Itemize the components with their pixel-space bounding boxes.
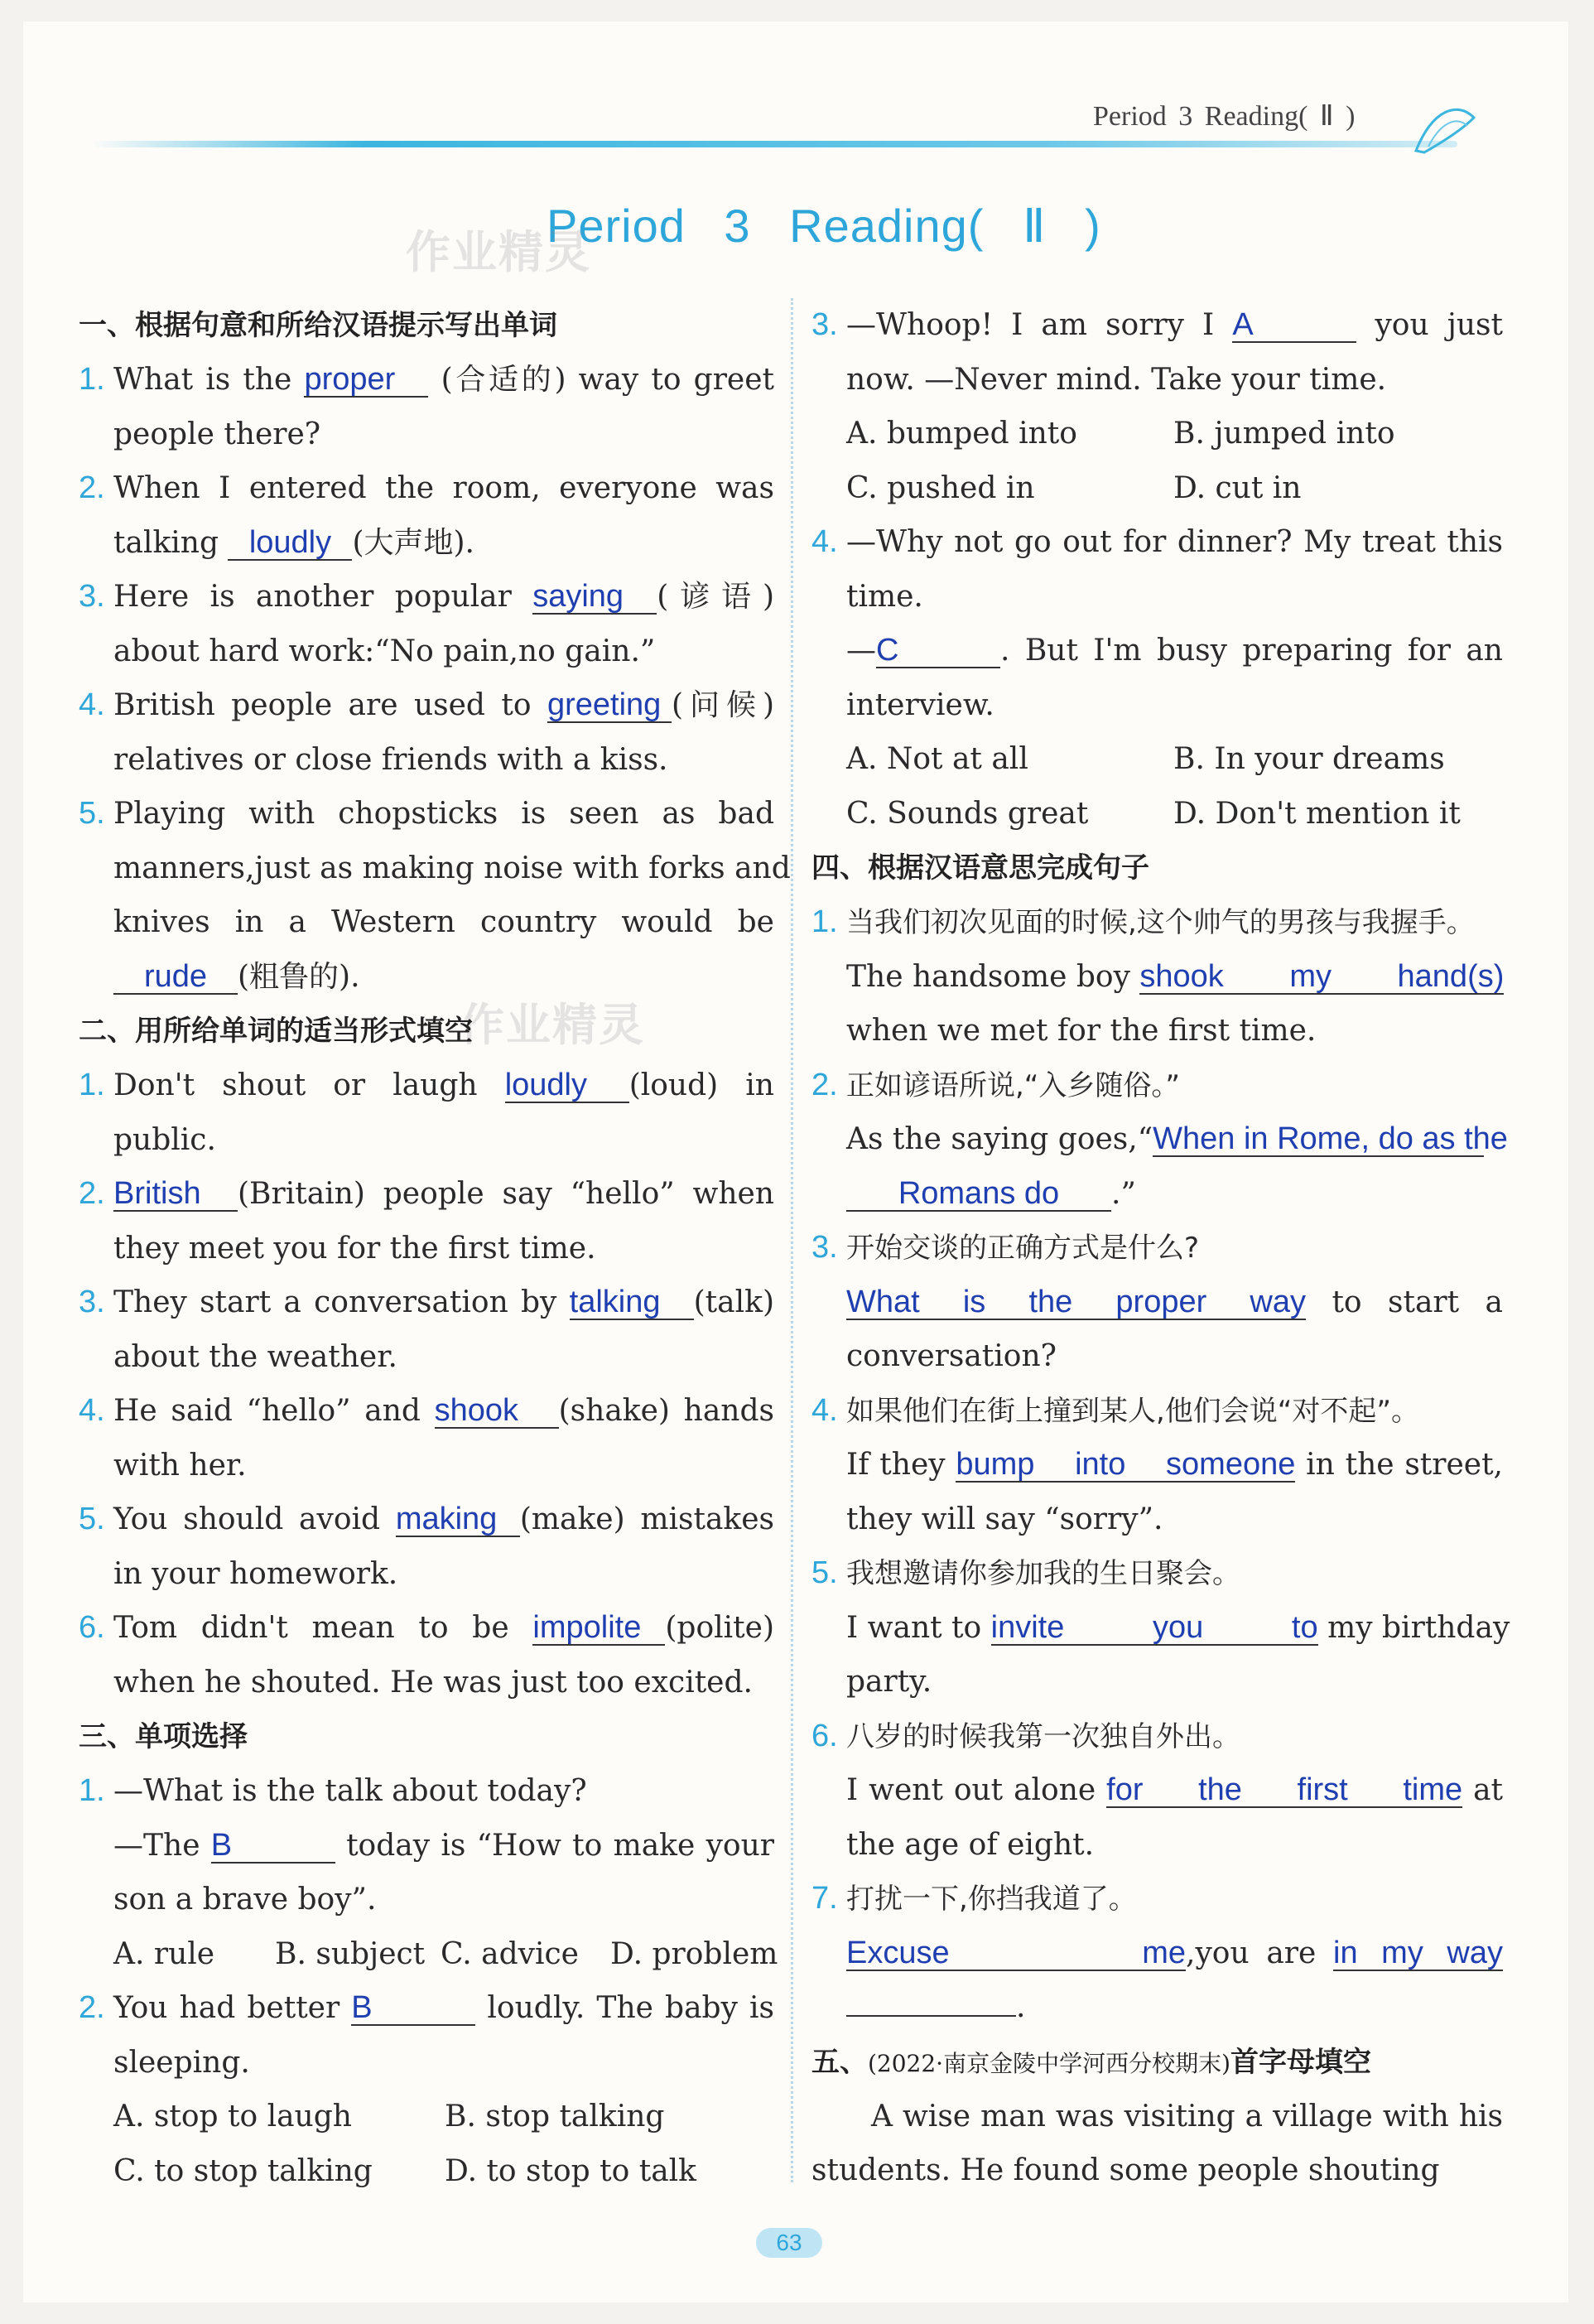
question-cont: public. bbox=[113, 1122, 216, 1157]
question-cont: son a brave boy”. bbox=[113, 1883, 377, 1917]
question-cont: —The B today is “How to make your bbox=[113, 1827, 774, 1863]
section-heading: 二、用所给单词的适当形式填空 bbox=[79, 1015, 473, 1048]
question: 5. You should avoid making (make) mistakes bbox=[79, 1502, 774, 1536]
option[interactable]: A. stop to laugh bbox=[113, 2100, 352, 2134]
question-cont: . bbox=[811, 1980, 1503, 2035]
answer-blank[interactable]: saying bbox=[532, 580, 657, 615]
option[interactable]: A. bumped into bbox=[846, 417, 1077, 451]
options-row bbox=[811, 407, 1503, 461]
left-column bbox=[79, 298, 791, 2198]
options-row bbox=[79, 1927, 778, 1982]
question: 3. —Whoop! I am sorry I A you just bbox=[811, 307, 1503, 342]
question: 6. 八岁的时候我第一次独自外出。 bbox=[811, 1718, 1240, 1753]
answer-blank[interactable]: for the first time bbox=[1106, 1772, 1463, 1807]
options-row bbox=[79, 2144, 774, 2199]
question-cont: manners,just as making noise with forks and bbox=[113, 851, 791, 885]
answer-blank[interactable]: proper bbox=[304, 363, 428, 398]
question-cont: The handsome boy shook my hand(s) bbox=[846, 958, 1505, 994]
question-cont: sleeping. bbox=[113, 2045, 250, 2080]
answer-blank[interactable]: rude bbox=[113, 960, 238, 995]
answer-blank[interactable]: shook bbox=[435, 1394, 559, 1429]
question: 3. Here is another popular saying (谚语) bbox=[79, 579, 774, 614]
option[interactable]: D. problem bbox=[610, 1936, 778, 1971]
question-cont: they will say “sorry”. bbox=[846, 1502, 1163, 1536]
reading-paragraph: A wise man was visiting a village with his students. He found some people shouting bbox=[811, 2099, 1503, 2187]
answer-blank[interactable]: Romans do bbox=[846, 1177, 1111, 1212]
answer-blank[interactable]: impolite bbox=[532, 1611, 665, 1646]
question: 4. He said “hello” and shook (shake) hands bbox=[79, 1393, 774, 1428]
option[interactable]: C. Sounds great bbox=[846, 796, 1089, 831]
option[interactable]: D. to stop to talk bbox=[445, 2153, 696, 2188]
question-cont: when he shouted. He was just too excited. bbox=[113, 1665, 753, 1700]
section-heading: 一、根据句意和所给汉语提示写出单词 bbox=[79, 309, 557, 342]
section-heading: 四、根据汉语意思完成句子 bbox=[811, 851, 1149, 885]
header-rule bbox=[91, 141, 1457, 147]
question-cont: people there? bbox=[113, 417, 321, 451]
page-number: 63 bbox=[756, 2228, 822, 2258]
option[interactable]: D. Don't mention it bbox=[1173, 796, 1461, 831]
right-column bbox=[811, 298, 1510, 2197]
question-cont: rude (粗鲁的). bbox=[79, 950, 774, 1005]
question-cont: when we met for the first time. bbox=[846, 1014, 1317, 1048]
answer-blank[interactable]: greeting bbox=[547, 688, 672, 723]
question-cont: What is the proper way to start a bbox=[846, 1284, 1503, 1319]
question: 2. 正如谚语所说,“入乡随俗。” bbox=[811, 1067, 1181, 1102]
question-cont: they meet you for the first time. bbox=[113, 1231, 596, 1266]
question-cont: party. bbox=[846, 1665, 932, 1699]
answer-blank[interactable]: C bbox=[876, 634, 1000, 668]
option[interactable]: B. stop talking bbox=[445, 2100, 665, 2134]
question: 5. Playing with chopsticks is seen as bad bbox=[79, 796, 774, 831]
question: 2. When I entered the room, everyone was bbox=[79, 470, 774, 505]
section-heading: 三、单项选择 bbox=[79, 1720, 248, 1753]
question-cont: interview. bbox=[846, 687, 994, 722]
question: 6. Tom didn't mean to be impolite (polite) bbox=[79, 1610, 774, 1645]
question-cont: relatives or close friends with a kiss. bbox=[113, 742, 668, 777]
option[interactable]: A. Not at all bbox=[846, 742, 1028, 776]
question-cont: the age of eight. bbox=[846, 1827, 1095, 1862]
question-cont: in your homework. bbox=[113, 1556, 398, 1591]
question: 7. 打扰一下,你挡我道了。 bbox=[811, 1881, 1137, 1916]
question-cont: about hard work:“No pain,no gain.” bbox=[113, 634, 656, 668]
question-cont: talking loudly (大声地). bbox=[113, 524, 475, 560]
answer-blank[interactable] bbox=[846, 2015, 1016, 2017]
question-cont: As the saying goes,“When in Rome, do as the bbox=[846, 1121, 1508, 1156]
question: 1. Don't shout or laugh loudly (loud) in bbox=[79, 1068, 774, 1102]
question-cont: conversation? bbox=[846, 1339, 1057, 1373]
answer-blank[interactable]: B bbox=[211, 1829, 335, 1864]
option[interactable]: C. advice bbox=[441, 1936, 579, 1971]
question: 5. 我想邀请你参加我的生日聚会。 bbox=[811, 1555, 1240, 1590]
question: 2. You had better B loudly. The baby is bbox=[79, 1990, 775, 2025]
question-cont: If they bump into someone in the street, bbox=[846, 1447, 1503, 1482]
options-row bbox=[811, 461, 1503, 516]
option[interactable]: C. pushed in bbox=[846, 470, 1035, 505]
question-cont: I want to invite you to my birthday bbox=[846, 1609, 1510, 1645]
watermark: 作业精灵 bbox=[460, 999, 645, 1051]
question: 1. 当我们初次见面的时候,这个帅气的男孩与我握手。 bbox=[811, 904, 1475, 939]
options-row bbox=[811, 732, 1503, 787]
question-cont: now. —Never mind. Take your time. bbox=[846, 362, 1387, 397]
answer-blank[interactable]: invite you to bbox=[990, 1609, 1318, 1645]
column-divider bbox=[791, 298, 793, 2182]
answer-blank[interactable]: making bbox=[396, 1502, 520, 1537]
answer-blank[interactable]: A bbox=[1232, 308, 1356, 343]
option[interactable]: C. to stop talking bbox=[113, 2153, 373, 2188]
swirl-icon bbox=[1408, 93, 1482, 159]
question: 4. —Why not go out for dinner? My treat this bbox=[811, 524, 1503, 559]
option[interactable]: B. jumped into bbox=[1173, 417, 1395, 451]
question-cont: knives in a Western country would be bbox=[113, 905, 774, 939]
question: 3. 开始交谈的正确方式是什么? bbox=[811, 1230, 1200, 1265]
option[interactable]: B. subject bbox=[275, 1936, 426, 1971]
question: 4. 如果他们在街上撞到某人,他们会说“对不起”。 bbox=[811, 1392, 1420, 1428]
question-cont: Romans do .” bbox=[811, 1167, 1503, 1222]
question: 4. British people are used to greeting (问候) bbox=[79, 687, 775, 722]
question: 1. What is the proper (合适的) way to greet bbox=[79, 362, 774, 397]
answer-blank[interactable]: bump into someone bbox=[956, 1447, 1296, 1482]
question-cont: about the weather. bbox=[113, 1339, 397, 1374]
page-title: Period 3 Reading( Ⅱ ) bbox=[547, 200, 1101, 252]
question-cont: —C . But I'm busy preparing for an bbox=[846, 633, 1503, 668]
answer-blank[interactable]: Excuse me bbox=[846, 1935, 1186, 1970]
question-cont: Excuse me,you are in my way bbox=[846, 1935, 1503, 1970]
answer-blank[interactable]: talking bbox=[570, 1285, 694, 1320]
answer-blank[interactable]: What is the proper way bbox=[846, 1284, 1306, 1319]
answer-blank[interactable]: in my way bbox=[1333, 1935, 1503, 1970]
option[interactable]: B. In your dreams bbox=[1173, 742, 1445, 776]
option[interactable]: D. cut in bbox=[1173, 470, 1302, 505]
question-cont: with her. bbox=[113, 1448, 247, 1483]
answer-blank[interactable]: shook my hand(s) bbox=[1139, 958, 1505, 994]
question-cont: I went out alone for the first time at bbox=[846, 1772, 1503, 1807]
option[interactable]: A. rule bbox=[113, 1936, 215, 1971]
running-head: Period 3 Reading( Ⅱ ) bbox=[1093, 101, 1356, 132]
answer-blank[interactable]: loudly bbox=[228, 526, 352, 561]
answer-blank[interactable]: British bbox=[113, 1177, 238, 1212]
question: 2. British (Britain) people say “hello” when bbox=[79, 1176, 774, 1211]
answer-blank[interactable]: B bbox=[351, 1991, 475, 2026]
options-row bbox=[811, 787, 1503, 841]
answer-blank[interactable]: loudly bbox=[505, 1068, 629, 1103]
watermark: 作业精灵 bbox=[406, 226, 591, 278]
question: 3. They start a conversation by talking (talk) bbox=[79, 1285, 774, 1319]
options-row bbox=[79, 2090, 774, 2144]
section-heading: 五、(2022·南京金陵中学河西分校期末)首字母填空 bbox=[811, 2045, 1372, 2079]
question: 1. —What is the talk about today? bbox=[79, 1773, 587, 1808]
answer-blank[interactable]: When in Rome, do as the bbox=[1153, 1121, 1508, 1156]
question-cont: time. bbox=[846, 579, 923, 614]
